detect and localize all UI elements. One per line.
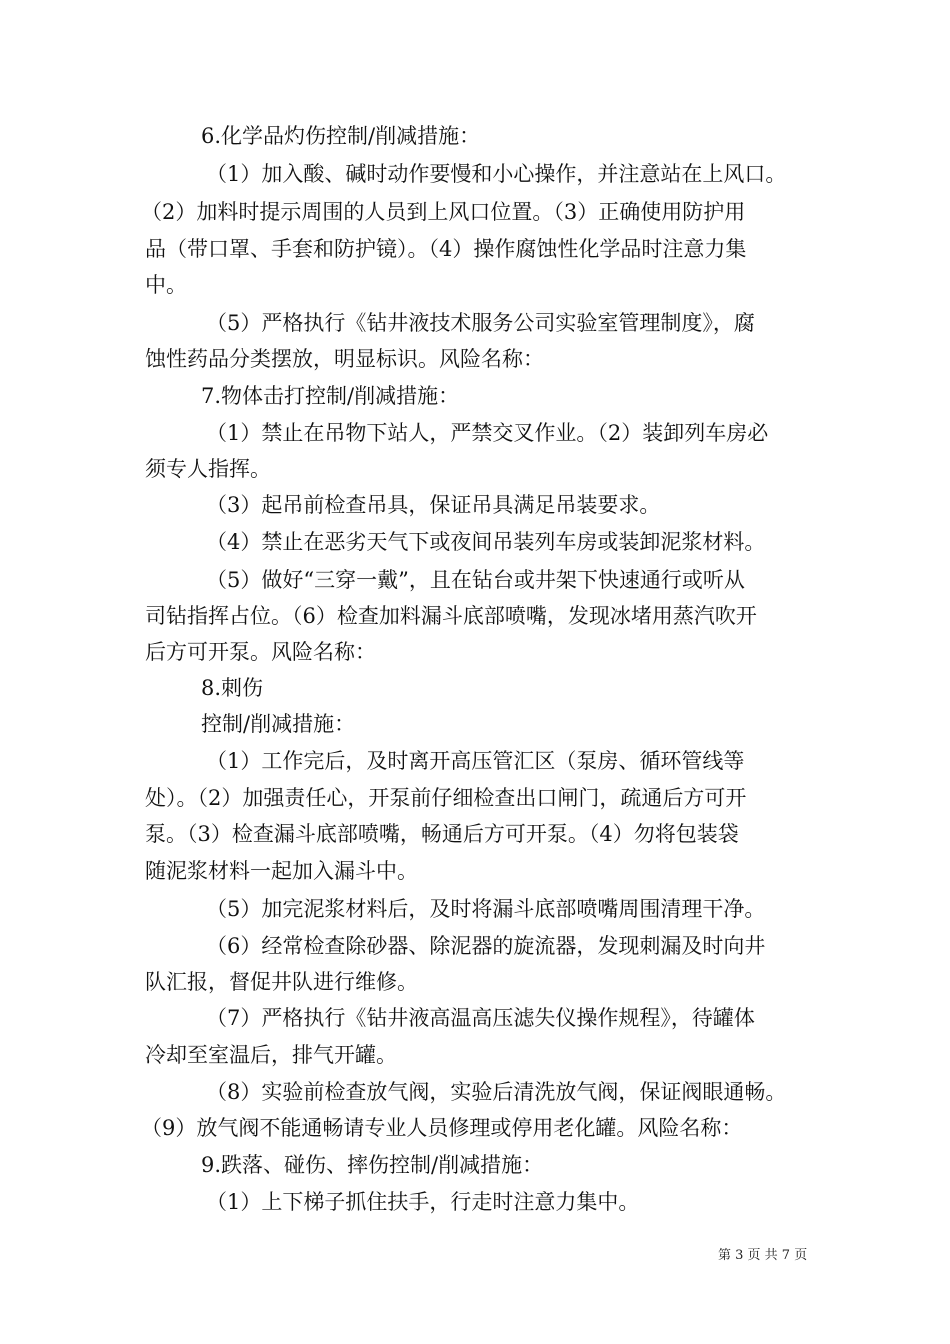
text-line: 冷却至室温后，排气开罐。 bbox=[145, 1043, 397, 1067]
page-number: 第 3 页 共 7 页 bbox=[718, 1248, 808, 1263]
text-line: （6）经常检查除砂器、除泥器的旋流器，发现刺漏及时向井 bbox=[206, 934, 766, 958]
text-line: （4）禁止在恶劣天气下或夜间吊装列车房或装卸泥浆材料。 bbox=[206, 530, 766, 554]
text-line: 后方可开泵。风险名称： bbox=[145, 640, 376, 664]
text-line: （5）严格执行《钻井液技术服务公司实验室管理制度》，腐 bbox=[206, 311, 755, 335]
text-line: 品（带口罩、手套和防护镜）。（4）操作腐蚀性化学品时注意力集 bbox=[145, 237, 747, 261]
text-line: （1）禁止在吊物下站人，严禁交叉作业。（2）装卸列车房必 bbox=[206, 421, 769, 445]
text-line: 随泥浆材料一起加入漏斗中。 bbox=[145, 859, 418, 883]
text-line: （8）实验前检查放气阀，实验后清洗放气阀，保证阀眼通畅。 bbox=[206, 1080, 787, 1104]
text-line: （1）加入酸、碱时动作要慢和小心操作，并注意站在上风口。 bbox=[206, 162, 787, 186]
text-line: 处）。（2）加强责任心，开泵前仔细检查出口闸门，疏通后方可开 bbox=[145, 786, 747, 810]
text-line: 6.化学品灼伤控制/削减措施： bbox=[201, 124, 481, 148]
text-line: （5）做好“三穿一戴”，且在钻台或井架下快速通行或听从 bbox=[206, 568, 745, 592]
text-line: （3）起吊前检查吊具，保证吊具满足吊装要求。 bbox=[206, 493, 661, 517]
text-line: （5）加完泥浆材料后，及时将漏斗底部喷嘴周围清理干净。 bbox=[206, 897, 766, 921]
text-line: 8.刺伤 bbox=[201, 676, 264, 700]
text-line: （9）放气阀不能通畅请专业人员修理或停用老化罐。风险名称： bbox=[141, 1116, 743, 1140]
text-line: 中。 bbox=[145, 273, 187, 297]
text-line: 7.物体击打控制/削减措施： bbox=[201, 384, 460, 408]
text-line: （1）工作完后，及时离开高压管汇区（泵房、循环管线等 bbox=[206, 749, 745, 773]
text-line: 蚀性药品分类摆放，明显标识。风险名称： bbox=[145, 347, 544, 371]
text-line: 控制/削减措施： bbox=[201, 712, 356, 736]
text-line: （7）严格执行《钻井液高温高压滤失仪操作规程》，待罐体 bbox=[206, 1006, 755, 1030]
text-line: 队汇报，督促井队进行维修。 bbox=[145, 970, 418, 994]
text-line: 9.跌落、碰伤、摔伤控制/削减措施： bbox=[201, 1153, 544, 1177]
text-line: 司钻指挥占位。（6）检查加料漏斗底部喷嘴，发现冰堵用蒸汽吹开 bbox=[145, 604, 757, 628]
text-line: （2）加料时提示周围的人员到上风口位置。（3）正确使用防护用 bbox=[141, 200, 746, 224]
text-line: 须专人指挥。 bbox=[145, 457, 271, 481]
text-line: 泵。（3）检查漏斗底部喷嘴，畅通后方可开泵。（4）勿将包装袋 bbox=[145, 822, 739, 846]
text-line: （1）上下梯子抓住扶手，行走时注意力集中。 bbox=[206, 1190, 640, 1214]
